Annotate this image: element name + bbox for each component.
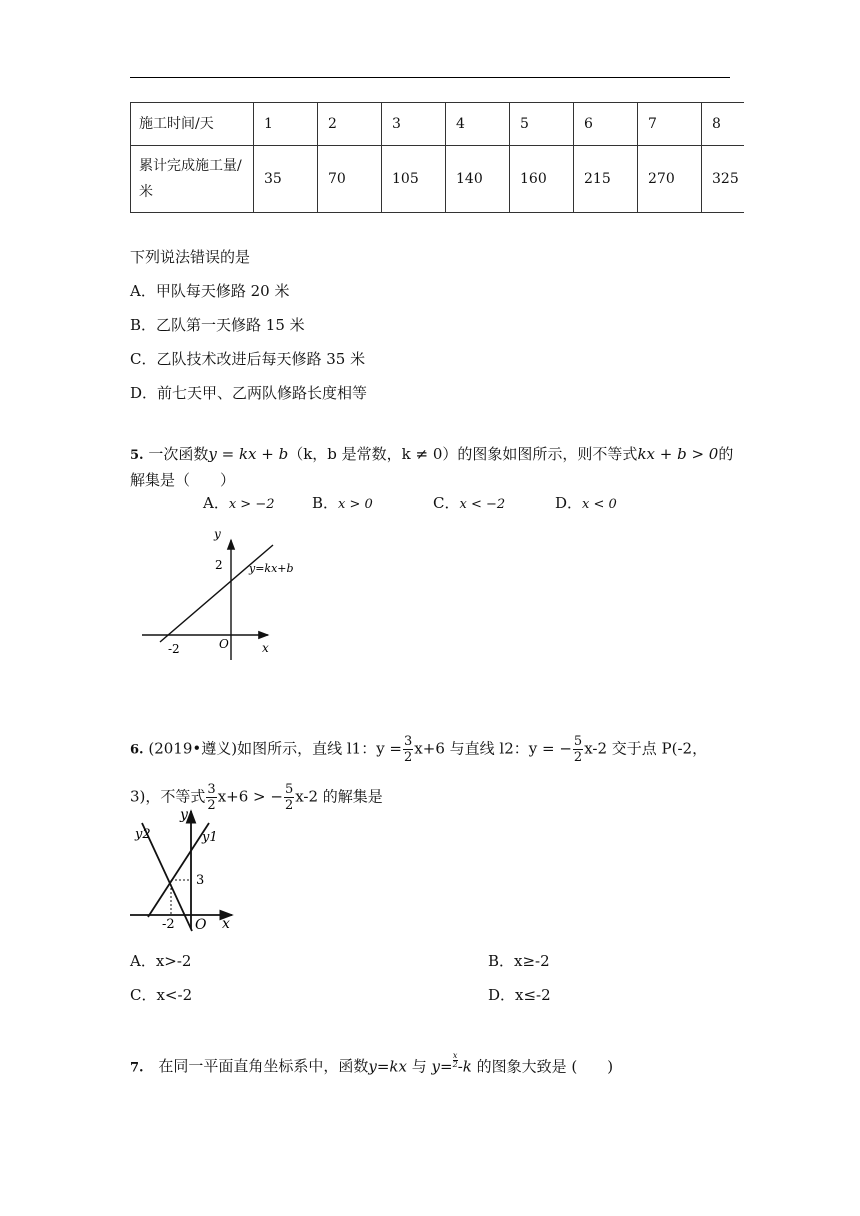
table-cell: 70 xyxy=(318,146,382,213)
fraction-denominator: 2 xyxy=(573,750,583,765)
q5-text-c: 的 xyxy=(718,445,734,463)
y-axis-label: y xyxy=(180,807,188,823)
q5-graph xyxy=(130,520,310,660)
table-cell: 7 xyxy=(638,103,702,146)
q7-stem xyxy=(130,1052,613,1078)
table-cell: 35 xyxy=(254,146,318,213)
q5-option-d xyxy=(555,493,617,515)
q6-option-d: D．x≤-2 xyxy=(488,986,551,1004)
table-cell: 140 xyxy=(446,146,510,213)
q6-graph xyxy=(128,805,243,935)
q5-text-a: 一次函数 xyxy=(148,445,209,463)
q4-option-a: A．甲队每天修路 20 米 xyxy=(130,282,290,300)
table-cell: 215 xyxy=(574,146,638,213)
q5-equation: y = kx + b xyxy=(208,445,289,463)
q5-option-c xyxy=(433,493,505,515)
q5-text-b: 的图象如图所示，则不等式 xyxy=(457,445,638,463)
table-cell: 8 xyxy=(702,103,745,146)
q5-option-a-letter: A． xyxy=(203,494,229,512)
origin-label: O xyxy=(195,917,207,933)
table-cell: 4 xyxy=(446,103,510,146)
table-cell: 2 xyxy=(318,103,382,146)
q7-function-2-prefix: y= xyxy=(431,1057,453,1076)
x-tick-label: -2 xyxy=(162,917,175,932)
q5-option-a-math: x > −2 xyxy=(228,497,275,512)
q5-paren: （k，b 是常数，k ≠ 0） xyxy=(288,445,458,463)
q6-option-b: B．x≥-2 xyxy=(488,952,550,970)
y-intercept-label: 2 xyxy=(215,558,223,572)
q5-option-b-letter: B． xyxy=(312,494,339,512)
q5-option-b-math: x > 0 xyxy=(338,497,373,512)
q6-text-c: x-2 交于点 P(-2， xyxy=(584,739,708,758)
q4-option-b: B．乙队第一天修路 15 米 xyxy=(130,316,305,334)
table-row xyxy=(131,146,745,213)
table-cell: 160 xyxy=(510,146,574,213)
q7-function-1: y=kx xyxy=(368,1057,407,1076)
fraction-numerator: 3 xyxy=(404,734,413,749)
table-cell: 1 xyxy=(254,103,318,146)
fraction-numerator: 5 xyxy=(284,782,294,797)
table-cell: 6 xyxy=(574,103,638,146)
q6-fraction-2 xyxy=(573,734,583,765)
construction-table xyxy=(130,102,744,213)
q7-function-2-suffix: -k xyxy=(457,1057,472,1076)
table-header-cell: 施工时间/天 xyxy=(131,103,254,146)
y-tick-label: 3 xyxy=(196,873,205,888)
table-cell: 270 xyxy=(638,146,702,213)
table-cell: 5 xyxy=(510,103,574,146)
q5-option-b xyxy=(312,493,373,515)
q5-option-d-math: x < 0 xyxy=(582,497,617,512)
q4-option-c: C．乙队技术改进后每天修路 35 米 xyxy=(130,350,366,368)
q7-text-b: 与 xyxy=(411,1057,427,1076)
q4-option-d: D．前七天甲、乙两队修路长度相等 xyxy=(130,384,368,402)
fraction-numerator: 5 xyxy=(573,734,583,749)
q5-inequality: kx + b > 0 xyxy=(637,445,719,463)
q6-option-c: C．x<-2 xyxy=(130,986,193,1004)
q6-text-a: (2019•遵义)如图所示，直线 l1：y = xyxy=(148,739,403,758)
q4-prompt: 下列说法错误的是 xyxy=(130,248,251,266)
fraction-denominator: 2 xyxy=(452,1060,458,1069)
q6-text-f: x-2 的解集是 xyxy=(295,787,383,806)
table-cell: 325 xyxy=(702,146,745,213)
line-label: y=kx+b xyxy=(249,562,294,575)
q5-option-a xyxy=(203,493,275,515)
y2-label: y2 xyxy=(135,827,151,842)
q6-fraction-4 xyxy=(284,782,294,813)
table-cell: 105 xyxy=(382,146,446,213)
fraction-numerator: x xyxy=(452,1051,458,1060)
q6-text-b: x+6 与直线 l2：y = − xyxy=(414,739,572,758)
q5-stem-line2: 解集是（ ） xyxy=(130,471,236,489)
q6-option-a: A．x>-2 xyxy=(130,952,192,970)
y-axis-label: y xyxy=(214,527,221,541)
q6-text-d: 3)，不等式 xyxy=(130,787,206,806)
header-rule xyxy=(130,77,730,78)
table-header-cell: 累计完成施工量/米 xyxy=(131,146,254,213)
q5-option-d-letter: D． xyxy=(555,494,583,512)
x-intercept-label: -2 xyxy=(168,642,180,656)
q5-number: 5. xyxy=(130,448,144,463)
fraction-numerator: 3 xyxy=(207,782,216,797)
q5-option-c-letter: C． xyxy=(433,494,460,512)
y1-label: y1 xyxy=(202,830,218,845)
x-axis-label: x xyxy=(262,641,269,655)
table-cell: 3 xyxy=(382,103,446,146)
fraction-denominator: 2 xyxy=(404,750,413,765)
q6-number: 6. xyxy=(130,742,144,758)
origin-label: O xyxy=(219,637,229,651)
q5-option-c-math: x < −2 xyxy=(459,497,506,512)
q7-text-c: 的图象大致是 ( ) xyxy=(476,1057,614,1076)
table-row xyxy=(131,103,745,146)
fraction-denominator: 2 xyxy=(207,798,216,813)
q6-text-e: x+6 > − xyxy=(217,787,283,806)
q7-text-a: 在同一平面直角坐标系中，函数 xyxy=(158,1057,369,1076)
fraction-denominator: 2 xyxy=(284,798,294,813)
q5-stem-line1 xyxy=(130,444,733,466)
q6-fraction-1 xyxy=(403,734,413,765)
q6-stem-line1 xyxy=(130,734,707,765)
x-axis-label: x xyxy=(222,916,230,932)
q7-number: 7. xyxy=(130,1060,144,1076)
